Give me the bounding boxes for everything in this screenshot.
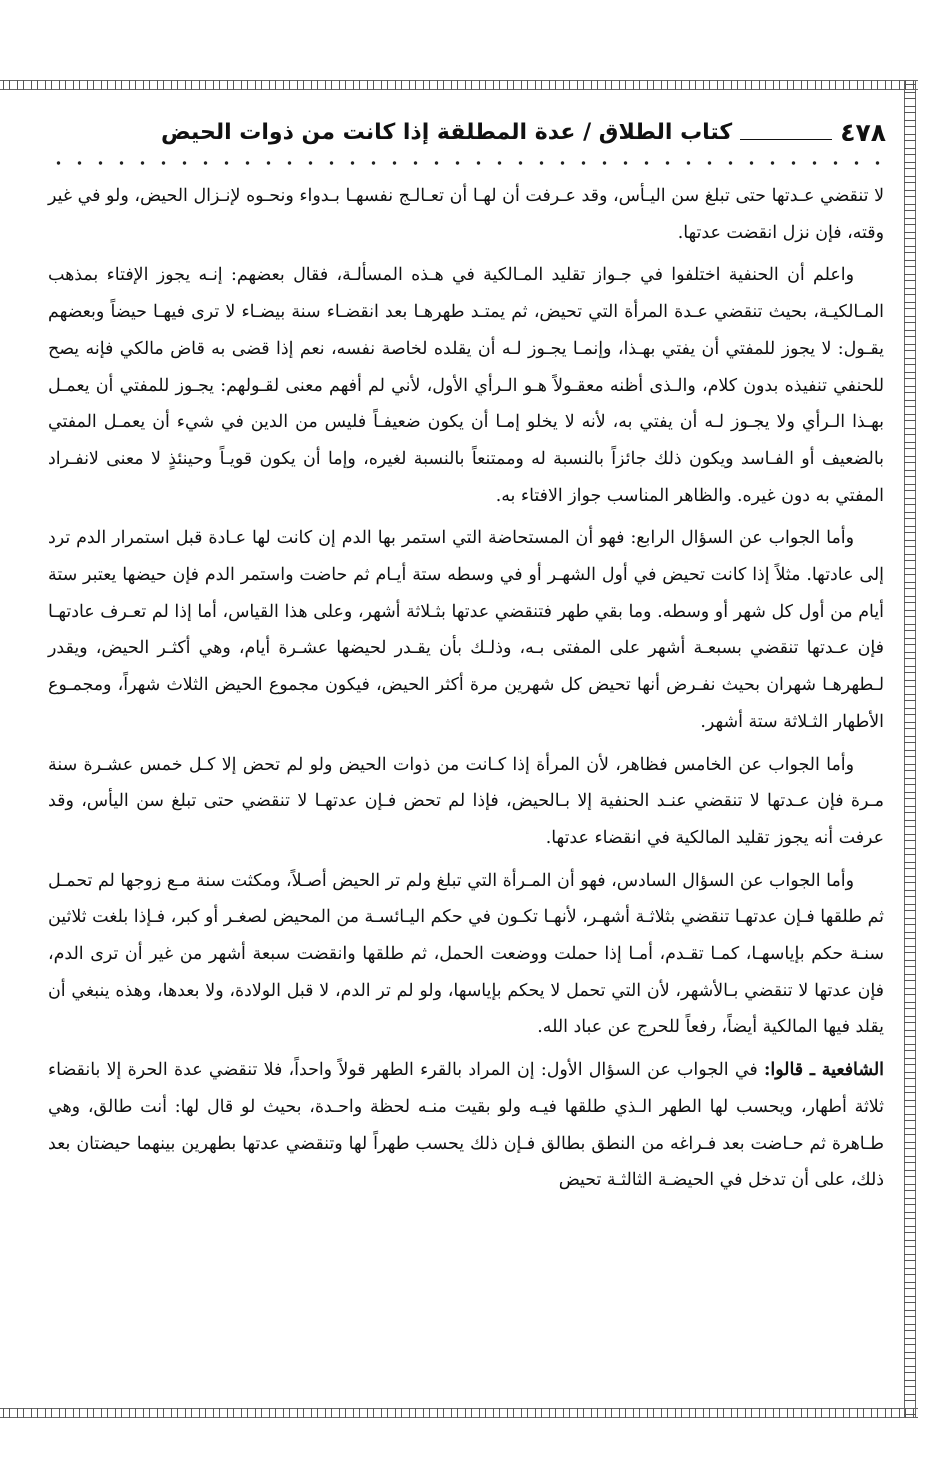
ornamental-border-bottom (0, 1408, 918, 1418)
header-rule (740, 139, 832, 140)
shafii-text: في الجواب عن السؤال الأول: إن المراد بالقرء الطهر قولاً واحداً، فلا تنقضي عدة الحرة إلا بانقضاء ثلاثة أطهار، ويحسب لها الطهر الـذي طلقها فيـه ولو بقيت منـه لحظة واحـدة، بحيث لو قال لها: أنت طالق، وهي طـاهرة ثم حـاضت بعد فـراغه من النطق بطالق فـإن ذلك يحسب طهراً لها وتنقضي عدتها بطهرين بينهما حيضتان بعد ذلك، على أن تدخل في الحيضـة الثالثـة تحيض (48, 1060, 884, 1191)
page-number: ٤٧٨ (840, 117, 886, 147)
paragraph-hanafi-taqlid: واعلم أن الحنفية اختلفوا في جـواز تقليد المـالكية في هـذه المسألـة، فقال بعضهم: إنـه يجوز الإفتاء بمذهب المـالكيـة، بحيث تنقضي عـدة المرأة التي تحيض، ثم يمتـد طهرهـا بعد انقضـاء سنة بيضـاء لا ترى فيهـا حيضاً وبعضهم يقـول: لا يجوز للمفتي أن يفتي بهـذا، وإنمـا يجـوز لـه أن يقلده لخاصة نفسه، نعم إذا قضى به قاض مالكي فإنه يصح للحنفي تنفيذه بدون كلام، والـذى أظنه معقـولاً هـو الـرأي الأول، لأني لم أفهم معنى لقـولهم: يجـوز للمفتي أن يعمـل بهـذا الـرأي ولا يجـوز لـه أن يفتي به، لأنه لا يخلو إمـا أن يكون ضعيفـاً فليس من الدين في شيء أن يعمـل المفتي بالضعيف أو الفـاسد ويكون ذلك جائزاً بالنسبة له وممتنعاً بالنسبة لغيره، وإما أن يكون قويـاً وحينئذٍ لا معنى لانفـراد المفتي به دون غيره. والظاهر المناسب جواز الافتاء به. (48, 265, 884, 506)
running-title: كتاب الطلاق / عدة المطلقة إذا كانت من ذوات الحيض (160, 119, 733, 145)
ornamental-border-right (904, 80, 916, 1418)
running-header (36, 112, 886, 152)
school-lead-shafii: الشافعية ـ قالوا: (763, 1060, 884, 1081)
paragraph-continued: لا تنقضي عـدتها حتى تبلغ سن اليـأس، وقد عـرفت أن لهـا أن تعـالـج نفسهـا بـدواء ونحـوه لإنـزال الحيض، ولو في غير وقته، فإن نزل انقضت عدتها. (48, 186, 884, 243)
paragraph-sixth-question: وأما الجواب عن السؤال السادس، فهو أن المـرأة التي تبلغ ولم تر الحيض أصـلاً، ومكثت سنة مـع زوجها لم تحمـل ثم طلقها فـإن عدتهـا تنقضي بثلاثـة أشهـر، لأنهـا تكـون في حكم اليـائسـة من المحيض لصغـر أو كبر، فـإذا بلغت ثلاثين سنـة حكم بإياسهـا، كمـا تقـدم، أمـا إذا حملت ووضعت الحمل، ثم طلقها وانقضت سبعة أشهر من غير أن ترى الدم، فإن عدتها لا تنقضي بـالأشهر، لأن التي تحمل لا يحكم بإياسها، ولو لم تر الدم، لا قبل الولادة، ولا بعدها، وهذه ينبغي أن يقلد فيها المالكية أيضاً، رفعاً للحرج عن عباد الله. (48, 870, 884, 1038)
page-body (48, 178, 884, 1205)
paragraph-fifth-question: وأما الجواب عن الخامس فظاهر، لأن المرأة إذا كـانت من ذوات الحيض ولو لم تحض إلا كـل خمس عشـرة سنة مـرة فإن عـدتها لا تنقضي عنـد الحنفية إلا بـالحيض، فإذا لم تحض فـإن عدتهـا لا تنقضي حتى تبلغ سن اليأس، وقد عرفت أنه يجوز تقليد المالكية في انقضاء عدتها. (48, 754, 884, 848)
header-dotted-rule (48, 160, 884, 166)
paragraph-shafii (48, 1052, 884, 1199)
paragraph-fourth-question: وأما الجواب عن السؤال الرابع: فهو أن المستحاضة التي استمر بها الدم إن كانت لها عـادة قبل استمرار الدم ترد إلى عادتها. مثلاً إذا كانت تحيض في أول الشهـر أو في وسطه ستة أيـام ثم حاضت واستمر الدم فإن حيضها يعتبر ستة أيام من أول كل شهر أو وسطه. وما بقي طهر فتنقضي عدتها بثـلاثة أشهر، وعلى هذا القياس، أما إذا لم تعـرف عادتهـا فإن عـدتها تنقضي بسبعـة أشهر على المفتى بـه، وذلـك بأن يقـدر لحيضها عشـرة أيام، وهي أكثـر الحيض، ويقدر لـطهرهـا شهران بحيث نفـرض أنها تحيض كل شهرين مرة أكثر الحيض، فيكون مجموع الحيض الثلاث شهراً، ومجمـوع الأطهار الثـلاثة ستة أشهر. (48, 528, 884, 732)
ornamental-border-top (0, 80, 918, 90)
